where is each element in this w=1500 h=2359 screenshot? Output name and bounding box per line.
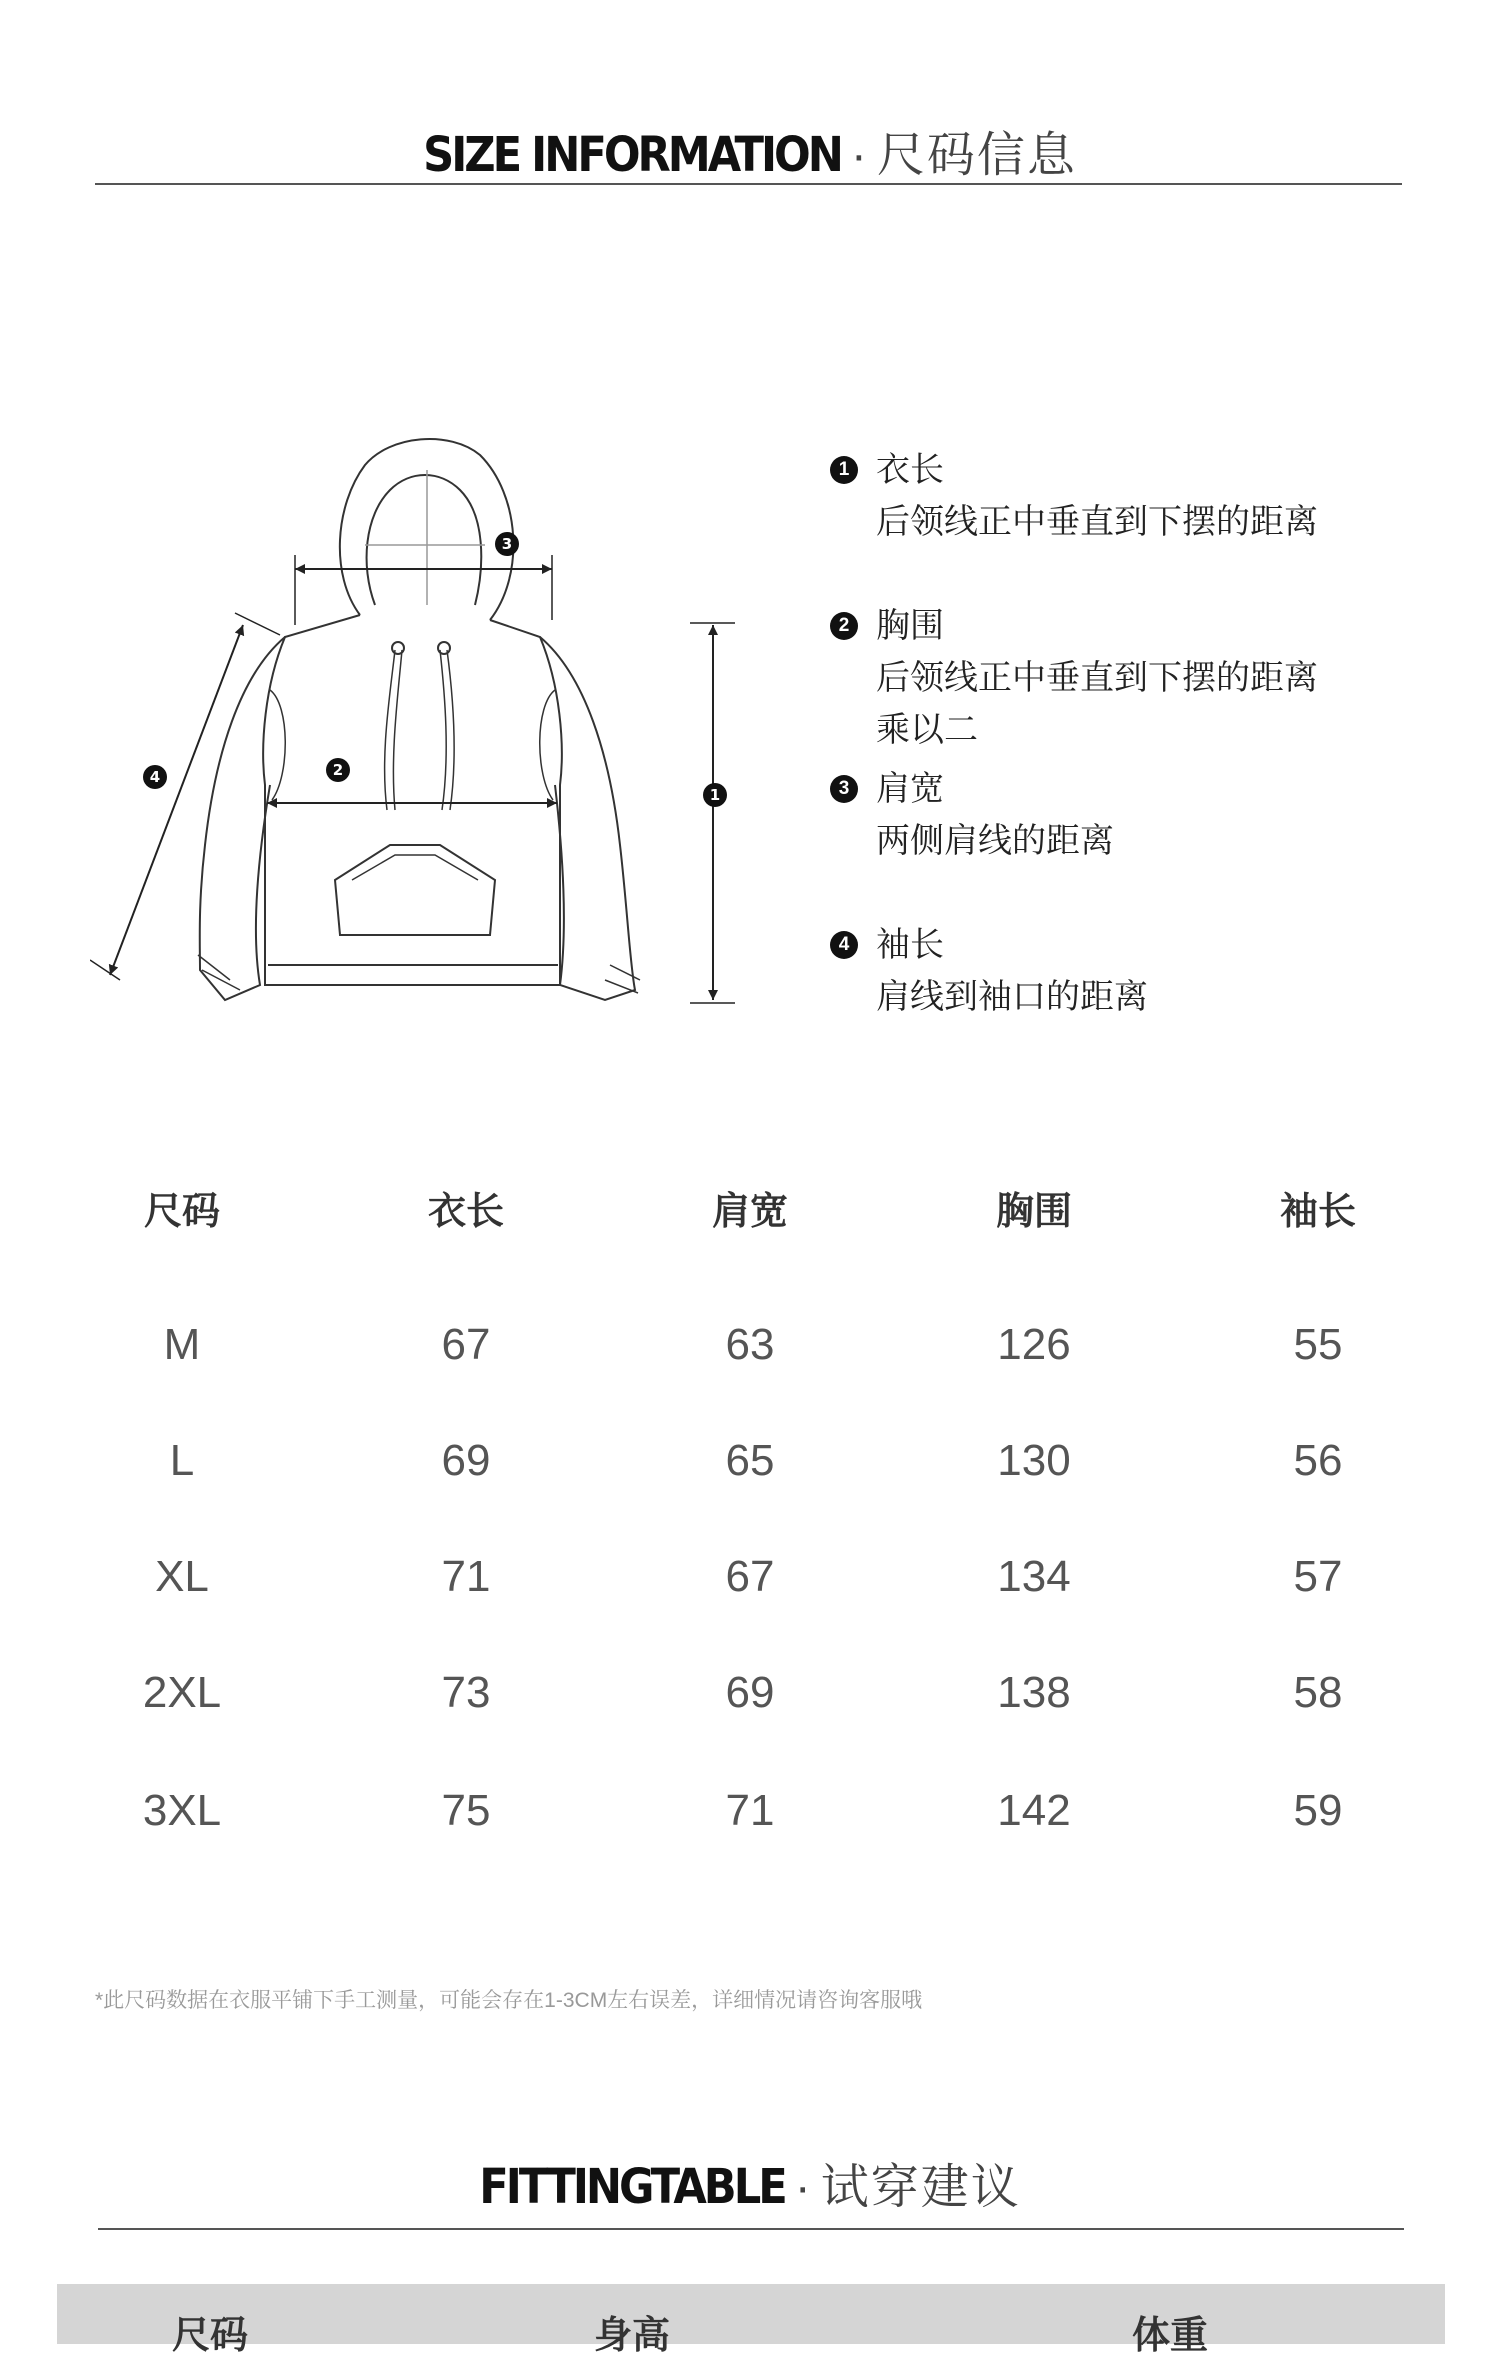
title-separator-dot: · bbox=[850, 129, 867, 182]
hoodie-measurement-diagram bbox=[90, 425, 780, 1045]
table-cell: 130 bbox=[997, 1436, 1071, 1485]
table-cell: 63 bbox=[725, 1320, 775, 1369]
fitting-header-cell: 身高 bbox=[594, 2315, 671, 2357]
table-row bbox=[40, 1436, 1460, 1486]
marker-4-label: 4 bbox=[149, 768, 161, 786]
table-header-cell: 胸围 bbox=[995, 1191, 1072, 1233]
legend-item-name: 肩宽 bbox=[876, 770, 944, 808]
table-cell: 59 bbox=[1293, 1786, 1343, 1835]
table-cell: 134 bbox=[997, 1552, 1071, 1601]
table-cell: 75 bbox=[441, 1786, 491, 1835]
table-cell: 2XL bbox=[142, 1668, 222, 1717]
table-row bbox=[40, 1786, 1460, 1836]
section-divider bbox=[98, 2228, 1404, 2230]
table-cell: 73 bbox=[441, 1668, 491, 1717]
table-cell: 126 bbox=[997, 1320, 1071, 1369]
table-header-cell: 袖长 bbox=[1279, 1191, 1356, 1233]
section-divider bbox=[95, 183, 1402, 185]
size-information-title-en: SIZE INFORMATION bbox=[423, 127, 841, 183]
table-cell: 138 bbox=[997, 1668, 1071, 1717]
measurement-note: *此尺码数据在衣服平铺下手工测量，可能会存在1-3CM左右误差，详细情况请咨询客服哦 bbox=[95, 1989, 923, 2012]
title-separator-dot: · bbox=[794, 2161, 811, 2214]
table-cell: 142 bbox=[997, 1786, 1071, 1835]
legend-number-icon: 1 bbox=[830, 456, 858, 484]
legend-item-desc: 肩线到袖口的距离 bbox=[876, 978, 1148, 1016]
table-cell: XL bbox=[155, 1552, 209, 1601]
legend-item-desc: 后领线正中垂直到下摆的距离 bbox=[876, 659, 1318, 697]
legend-item-shoulder bbox=[830, 763, 1114, 867]
size-information-title bbox=[0, 116, 1500, 185]
table-header-cell: 尺码 bbox=[143, 1191, 220, 1233]
legend-item-chest bbox=[830, 600, 1318, 756]
marker-1-label: 1 bbox=[709, 786, 721, 804]
marker-2-label: 2 bbox=[332, 761, 344, 779]
table-header-cell: 衣长 bbox=[427, 1191, 504, 1233]
table-cell: 69 bbox=[441, 1436, 491, 1485]
table-cell: 55 bbox=[1293, 1320, 1343, 1369]
table-cell: 65 bbox=[725, 1436, 775, 1485]
marker-3-label: 3 bbox=[501, 535, 513, 553]
legend-item-body-length bbox=[830, 444, 1318, 548]
legend-number-icon: 2 bbox=[830, 612, 858, 640]
table-row bbox=[40, 1552, 1460, 1602]
legend-item-desc: 两侧肩线的距离 bbox=[876, 822, 1114, 860]
legend-item-sleeve bbox=[830, 919, 1148, 1023]
table-cell: 67 bbox=[441, 1320, 491, 1369]
table-header-row bbox=[40, 1180, 1460, 1235]
table-cell: 71 bbox=[725, 1786, 775, 1835]
table-row bbox=[40, 1320, 1460, 1370]
table-cell: 69 bbox=[725, 1668, 775, 1717]
sleeve-length-line bbox=[110, 625, 243, 975]
table-cell: 67 bbox=[725, 1552, 775, 1601]
table-cell: 3XL bbox=[142, 1786, 222, 1835]
hoodie-outline bbox=[198, 439, 640, 1000]
legend-number-icon: 3 bbox=[830, 775, 858, 803]
legend-item-name: 衣长 bbox=[876, 451, 944, 489]
table-cell: L bbox=[169, 1436, 195, 1485]
fitting-table-title bbox=[0, 2148, 1500, 2217]
table-row bbox=[40, 1668, 1460, 1718]
fitting-table-header bbox=[57, 2284, 1445, 2357]
table-cell: 58 bbox=[1293, 1668, 1343, 1717]
table-header-cell: 肩宽 bbox=[711, 1191, 788, 1233]
legend-item-name: 胸围 bbox=[876, 607, 944, 645]
fitting-table-title-en: FITTINGTABLE bbox=[479, 2159, 785, 2215]
table-cell: 56 bbox=[1293, 1436, 1343, 1485]
size-information-title-cn: 尺码信息 bbox=[876, 129, 1077, 182]
fitting-header-cell: 尺码 bbox=[172, 2315, 249, 2357]
table-cell: 71 bbox=[441, 1552, 491, 1601]
legend-item-name: 袖长 bbox=[876, 926, 944, 964]
legend-number-icon: 4 bbox=[830, 931, 858, 959]
fitting-table-title-cn: 试穿建议 bbox=[820, 2161, 1021, 2214]
fitting-header-cell: 体重 bbox=[1132, 2315, 1209, 2357]
table-cell: 57 bbox=[1293, 1552, 1343, 1601]
legend-item-desc-line2: 乘以二 bbox=[876, 711, 978, 749]
table-cell: M bbox=[163, 1320, 201, 1369]
legend-item-desc: 后领线正中垂直到下摆的距离 bbox=[876, 503, 1318, 541]
